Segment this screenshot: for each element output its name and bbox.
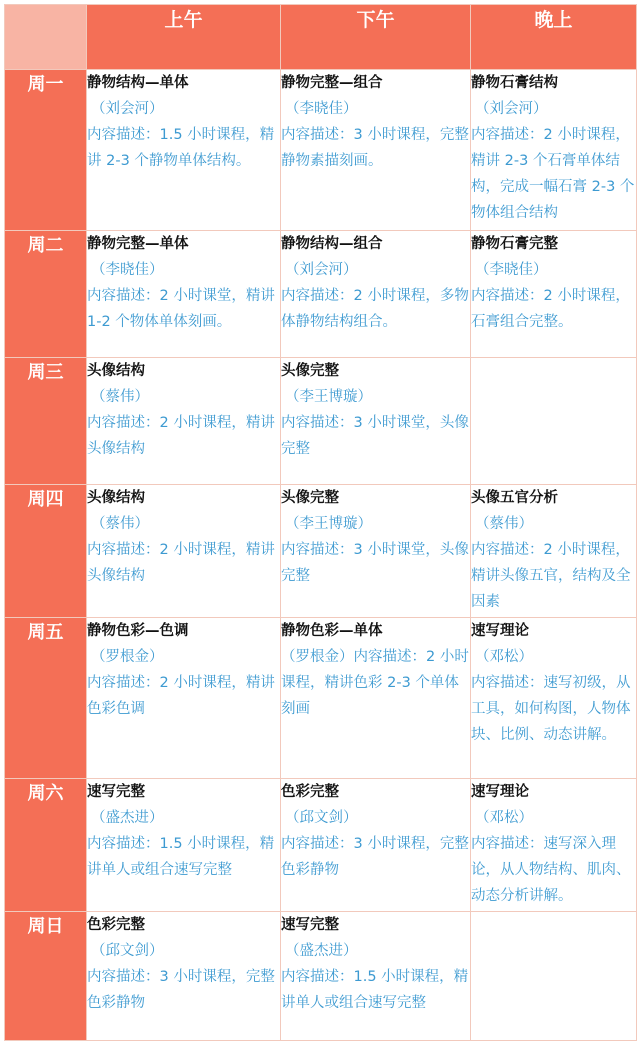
evening-class [471, 231, 637, 358]
class-description-text: 内容描述：2 小时课程，精讲色彩 2-3 个单体刻画 [281, 649, 469, 717]
class-description: 内容描述：2 小时课程，精讲 2-3 个石膏单体结构，完成一幅石膏 2-3 个物体组合结构 [471, 127, 635, 221]
class-description: 内容描述：速写初级，从工具，如何构图，人物体块、比例、动态讲解。 [471, 675, 631, 743]
evening-class [471, 70, 637, 231]
day-label: 周六 [5, 779, 87, 912]
class-title: 静物结构—组合 [281, 236, 383, 252]
morning-class [87, 485, 281, 618]
class-title: 速写完整 [281, 917, 339, 933]
table-row [5, 618, 637, 779]
day-label: 周二 [5, 231, 87, 358]
day-label: 周日 [5, 912, 87, 1041]
afternoon-class [281, 70, 471, 231]
class-description: 内容描述：3 小时课堂，头像完整 [281, 542, 469, 584]
header-evening: 晚上 [471, 5, 637, 70]
evening-class [471, 779, 637, 912]
class-description: 内容描述：2 小时课程，精讲色彩色调 [87, 675, 275, 717]
morning-class [87, 358, 281, 485]
class-description: 内容描述：2 小时课程，石膏组合完整。 [471, 288, 630, 330]
class-title: 头像完整 [281, 363, 339, 379]
class-teacher: （刘会河） [475, 101, 548, 117]
class-title: 静物色彩—单体 [281, 623, 383, 639]
afternoon-class [281, 231, 471, 358]
day-label: 周三 [5, 358, 87, 485]
class-teacher: （李王博璇） [285, 516, 372, 532]
class-teacher: （罗根金） [281, 649, 354, 665]
header-corner [5, 5, 87, 70]
table-row [5, 485, 637, 618]
class-description: 内容描述：3 小时课程，完整色彩静物 [87, 969, 275, 1011]
class-title: 静物完整—单体 [87, 236, 189, 252]
class-title: 静物结构—单体 [87, 75, 189, 91]
header-morning: 上午 [87, 5, 281, 70]
class-description: 内容描述：1.5 小时课程，精讲单人或组合速写完整 [281, 969, 469, 1011]
class-title: 头像结构 [87, 490, 145, 506]
afternoon-class [281, 358, 471, 485]
evening-class-empty [471, 358, 637, 485]
morning-class [87, 231, 281, 358]
day-label: 周五 [5, 618, 87, 779]
class-description: 内容描述：3 小时课堂，头像完整 [281, 415, 469, 457]
class-teacher: （刘会河） [91, 101, 164, 117]
table-row [5, 912, 637, 1041]
class-teacher: （邱文剑） [91, 943, 164, 959]
class-teacher: （蔡伟） [91, 516, 149, 532]
day-label: 周一 [5, 70, 87, 231]
class-teacher: （刘会河） [285, 262, 358, 278]
evening-class [471, 618, 637, 779]
class-title: 头像结构 [87, 363, 145, 379]
class-teacher: （盛杰进） [91, 810, 164, 826]
class-description: 内容描述：1.5 小时课程，精讲 2-3 个静物单体结构。 [87, 127, 275, 169]
morning-class [87, 912, 281, 1041]
afternoon-class [281, 485, 471, 618]
header-afternoon: 下午 [281, 5, 471, 70]
class-title: 静物色彩—色调 [87, 623, 189, 639]
class-teacher: （邓松） [475, 810, 533, 826]
class-title: 速写理论 [471, 784, 529, 800]
class-description: 内容描述：2 小时课程，精讲头像五官，结构及全因素 [471, 542, 631, 610]
class-teacher: （盛杰进） [285, 943, 358, 959]
class-teacher: （蔡伟） [475, 516, 533, 532]
class-description: 内容描述：2 小时课程，精讲头像结构 [87, 542, 275, 584]
table-row [5, 231, 637, 358]
afternoon-class [281, 912, 471, 1041]
class-teacher: （罗根金） [91, 649, 164, 665]
class-teacher: （李晓佳） [285, 101, 358, 117]
class-description: 内容描述：2 小时课程，精讲头像结构 [87, 415, 275, 457]
class-description: 内容描述：3 小时课程，完整色彩静物 [281, 836, 469, 878]
class-description: 内容描述：速写深入理论，从人物结构、肌肉、动态分析讲解。 [471, 836, 631, 904]
class-title: 静物石膏完整 [471, 236, 558, 252]
class-teacher: （李王博璇） [285, 389, 372, 405]
evening-class [471, 485, 637, 618]
class-teacher: （李晓佳） [91, 262, 164, 278]
class-description: 内容描述：1.5 小时课程，精讲单人或组合速写完整 [87, 836, 275, 878]
class-description: 内容描述：2 小时课堂，精讲 1-2 个物体单体刻画。 [87, 288, 275, 330]
class-description: 内容描述：3 小时课程，完整静物素描刻画。 [281, 127, 469, 169]
class-teacher: （蔡伟） [91, 389, 149, 405]
class-teacher: （邓松） [475, 649, 533, 665]
class-title: 静物石膏结构 [471, 75, 558, 91]
morning-class [87, 70, 281, 231]
evening-class-empty [471, 912, 637, 1041]
morning-class [87, 779, 281, 912]
weekly-schedule-table [4, 4, 637, 1041]
class-teacher: （邱文剑） [285, 810, 358, 826]
class-title: 色彩完整 [281, 784, 339, 800]
afternoon-class [281, 779, 471, 912]
table-row [5, 70, 637, 231]
morning-class [87, 618, 281, 779]
header-row [5, 5, 637, 70]
class-title: 色彩完整 [87, 917, 145, 933]
day-label: 周四 [5, 485, 87, 618]
class-teacher: （李晓佳） [475, 262, 548, 278]
table-row [5, 358, 637, 485]
table-row [5, 779, 637, 912]
afternoon-class [281, 618, 471, 779]
class-title: 静物完整—组合 [281, 75, 383, 91]
class-description: 内容描述：2 小时课程，多物体静物结构组合。 [281, 288, 469, 330]
class-title: 速写理论 [471, 623, 529, 639]
class-title: 速写完整 [87, 784, 145, 800]
class-title: 头像五官分析 [471, 490, 558, 506]
class-description [281, 644, 470, 722]
class-title: 头像完整 [281, 490, 339, 506]
